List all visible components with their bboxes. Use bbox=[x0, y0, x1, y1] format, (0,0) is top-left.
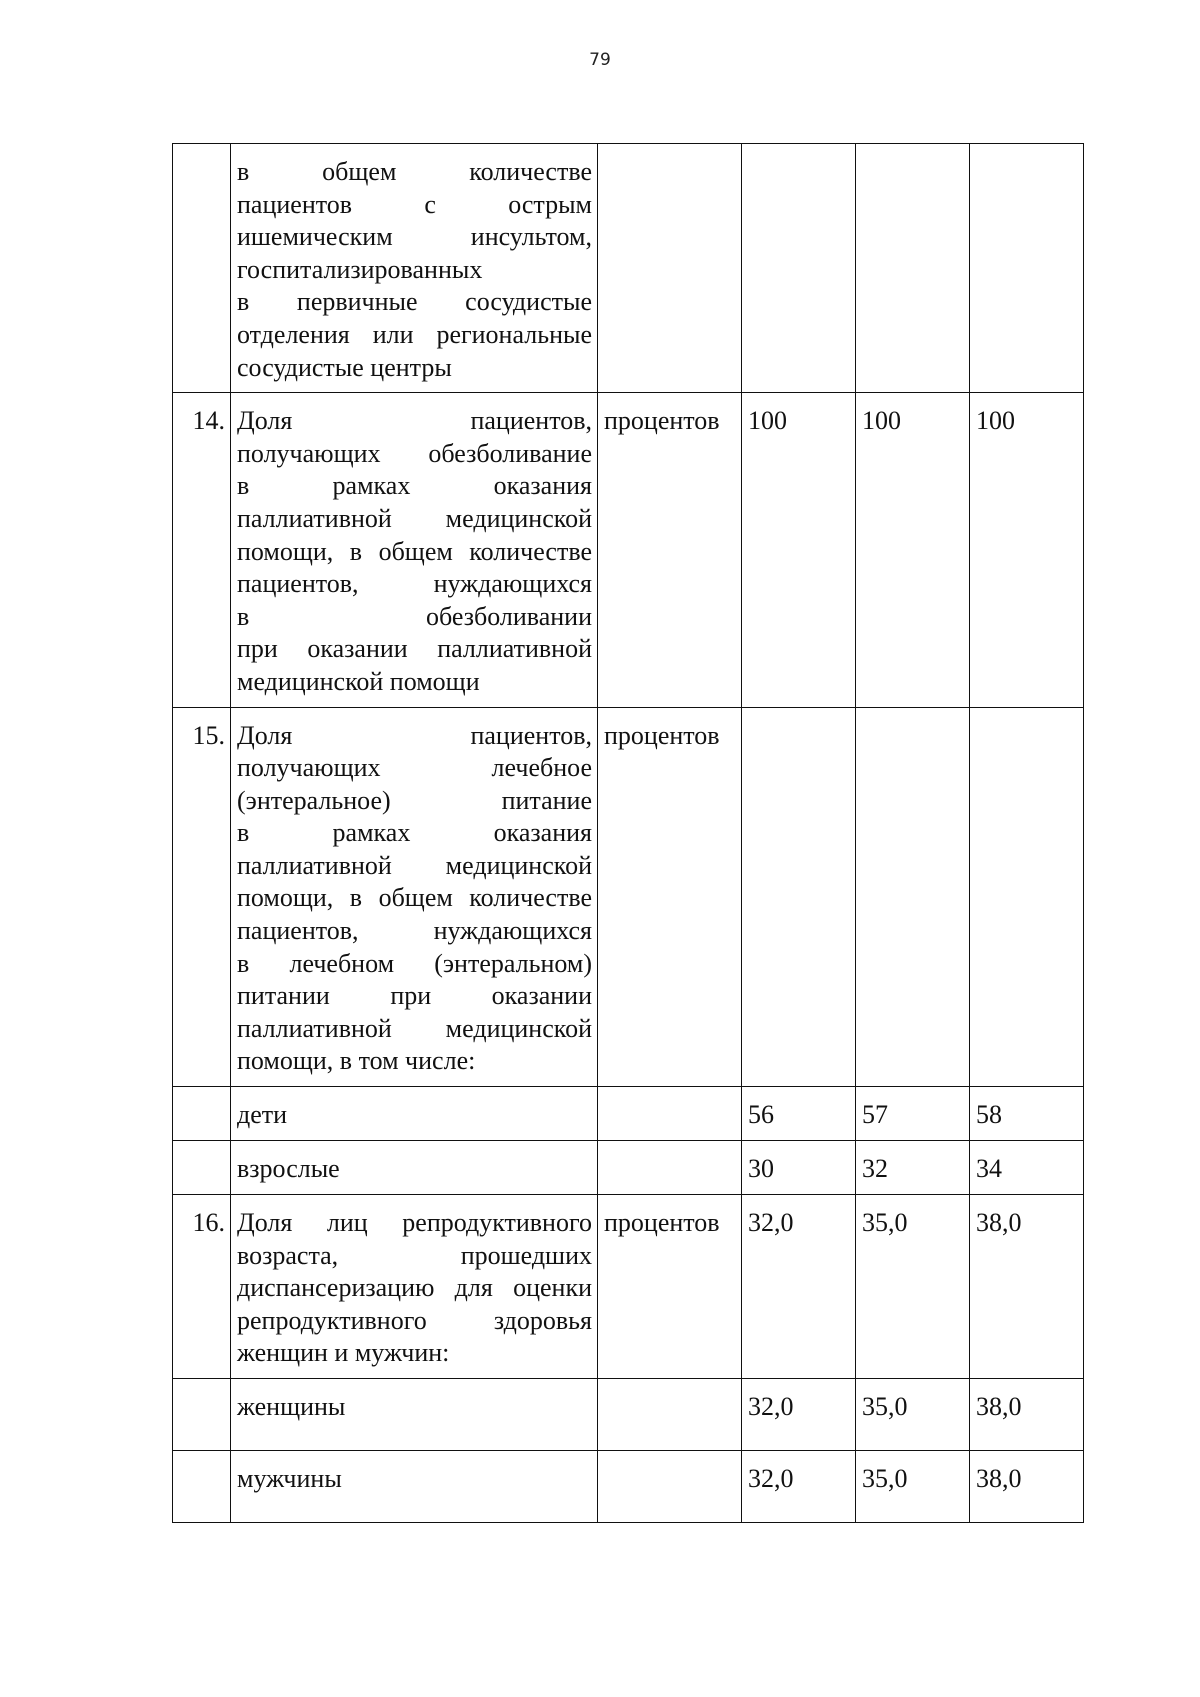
indicator-name-line: репродуктивного здоровья bbox=[237, 1305, 592, 1335]
unit-cell bbox=[598, 1141, 742, 1195]
indicators-table-body bbox=[173, 144, 1084, 1523]
row-number-cell bbox=[173, 1141, 231, 1195]
value-cell-year-3: 34 bbox=[970, 1141, 1084, 1195]
indicator-name-cell bbox=[231, 1379, 598, 1451]
indicator-name-line: помощи, в общем количестве bbox=[237, 536, 592, 566]
indicator-name-line: женщины bbox=[237, 1392, 346, 1421]
value-cell-year-1: 32,0 bbox=[742, 1451, 856, 1523]
value-cell-year-1 bbox=[742, 144, 856, 393]
unit-cell: процентов bbox=[598, 707, 742, 1087]
indicator-name-line: паллиативной медицинской bbox=[237, 850, 592, 880]
indicator-name-line: в рамках оказания bbox=[237, 818, 592, 848]
indicator-name-cell bbox=[231, 1195, 598, 1379]
indicator-name-line: получающих обезболивание bbox=[237, 438, 592, 468]
value-cell-year-1: 30 bbox=[742, 1141, 856, 1195]
value-cell-year-2: 35,0 bbox=[856, 1451, 970, 1523]
row-number-cell bbox=[173, 1379, 231, 1451]
indicator-name-line: питании при оказании bbox=[237, 981, 592, 1011]
indicator-name-line: получающих лечебное bbox=[237, 753, 592, 783]
value-cell-year-2 bbox=[856, 707, 970, 1087]
indicator-name-line: пациентов, нуждающихся bbox=[237, 569, 592, 599]
value-cell-year-2: 32 bbox=[856, 1141, 970, 1195]
indicator-name-line: сосудистые центры bbox=[237, 352, 452, 382]
indicator-name-cell bbox=[231, 707, 598, 1087]
value-cell-year-3: 100 bbox=[970, 393, 1084, 707]
row-number-cell: 15. bbox=[173, 707, 231, 1087]
indicator-name-line: пациентов, нуждающихся bbox=[237, 916, 592, 946]
indicator-name-line: диспансеризацию для оценки bbox=[237, 1273, 592, 1303]
value-cell-year-3 bbox=[970, 707, 1084, 1087]
value-cell-year-1: 100 bbox=[742, 393, 856, 707]
indicator-name-line: возраста, прошедших bbox=[237, 1240, 592, 1270]
indicator-name-line: ишемическим инсультом, bbox=[237, 222, 592, 252]
row-number-cell bbox=[173, 1087, 231, 1141]
table-row bbox=[173, 1379, 1084, 1451]
unit-cell bbox=[598, 1087, 742, 1141]
unit-cell bbox=[598, 1451, 742, 1523]
value-cell-year-2: 57 bbox=[856, 1087, 970, 1141]
table-row bbox=[173, 144, 1084, 393]
table-row bbox=[173, 1195, 1084, 1379]
table-row bbox=[173, 1141, 1084, 1195]
indicator-name-cell bbox=[231, 393, 598, 707]
value-cell-year-1: 56 bbox=[742, 1087, 856, 1141]
unit-cell: процентов bbox=[598, 393, 742, 707]
indicator-name-line: в обезболивании bbox=[237, 601, 592, 631]
indicator-name-line: взрослые bbox=[237, 1154, 340, 1184]
indicator-name-cell bbox=[231, 144, 598, 393]
table-row bbox=[173, 707, 1084, 1087]
indicator-name-line: дети bbox=[237, 1100, 288, 1130]
table-row bbox=[173, 1087, 1084, 1141]
unit-cell: процентов bbox=[598, 1195, 742, 1379]
indicator-name-line: в рамках оказания bbox=[237, 471, 592, 501]
indicator-name-line: отделения или региональные bbox=[237, 319, 592, 349]
indicator-name-line: в первичные сосудистые bbox=[237, 287, 592, 317]
indicator-name-line: (энтеральное) питание bbox=[237, 785, 592, 815]
value-cell-year-3: 58 bbox=[970, 1087, 1084, 1141]
value-cell-year-3 bbox=[970, 144, 1084, 393]
row-number-cell bbox=[173, 144, 231, 393]
value-cell-year-2: 35,0 bbox=[856, 1195, 970, 1379]
indicator-name-line: при оказании паллиативной bbox=[237, 634, 592, 664]
indicator-name-line: паллиативной медицинской bbox=[237, 1013, 592, 1043]
table-row bbox=[173, 1451, 1084, 1523]
indicator-name-line: Доля пациентов, bbox=[237, 406, 592, 436]
indicator-name-line: паллиативной медицинской bbox=[237, 503, 592, 533]
page-number: 79 bbox=[589, 50, 611, 70]
row-number-cell: 16. bbox=[173, 1195, 231, 1379]
indicator-name-cell bbox=[231, 1451, 598, 1523]
value-cell-year-3: 38,0 bbox=[970, 1195, 1084, 1379]
indicator-name-line: женщин и мужчин: bbox=[237, 1338, 450, 1368]
indicator-name-cell bbox=[231, 1087, 598, 1141]
indicator-name-line: госпитализированных bbox=[237, 254, 483, 284]
value-cell-year-2: 35,0 bbox=[856, 1379, 970, 1451]
indicator-name-line: мужчины bbox=[237, 1464, 342, 1493]
value-cell-year-1: 32,0 bbox=[742, 1379, 856, 1451]
indicator-name-line: помощи, в общем количестве bbox=[237, 883, 592, 913]
row-number-cell: 14. bbox=[173, 393, 231, 707]
indicator-name-line: в общем количестве bbox=[237, 157, 592, 186]
indicator-name-line: помощи, в том числе: bbox=[237, 1046, 476, 1076]
row-number-cell bbox=[173, 1451, 231, 1523]
unit-cell bbox=[598, 1379, 742, 1451]
indicator-name-line: Доля лиц репродуктивного bbox=[237, 1208, 592, 1238]
indicator-name-line: пациентов с острым bbox=[237, 189, 592, 219]
value-cell-year-1 bbox=[742, 707, 856, 1087]
value-cell-year-3: 38,0 bbox=[970, 1379, 1084, 1451]
indicators-table bbox=[172, 143, 1084, 1523]
indicator-name-line: медицинской помощи bbox=[237, 666, 480, 696]
unit-cell bbox=[598, 144, 742, 393]
value-cell-year-1: 32,0 bbox=[742, 1195, 856, 1379]
value-cell-year-2: 100 bbox=[856, 393, 970, 707]
indicator-name-line: Доля пациентов, bbox=[237, 720, 592, 750]
value-cell-year-3: 38,0 bbox=[970, 1451, 1084, 1523]
indicator-name-line: в лечебном (энтеральном) bbox=[237, 948, 592, 978]
value-cell-year-2 bbox=[856, 144, 970, 393]
table-row bbox=[173, 393, 1084, 707]
indicator-name-cell bbox=[231, 1141, 598, 1195]
